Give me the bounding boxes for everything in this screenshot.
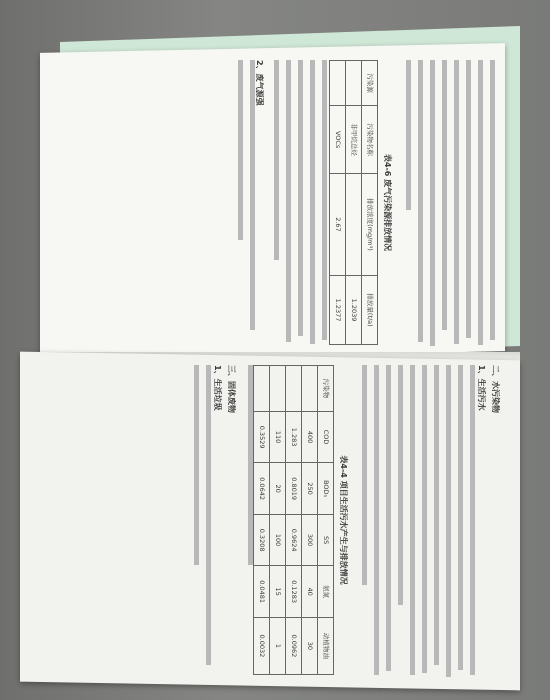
table-title-bottom: 表4-4 项目生活污水产生与排放情况 — [339, 455, 348, 585]
section-heading: 2、废气源强 — [255, 60, 264, 106]
section-heading: 二、水污染物 — [491, 365, 500, 413]
emission-table — [329, 60, 378, 345]
sub-heading: 1、生活污水 — [477, 365, 486, 411]
wastewater-table: 污染物 COD BOD₅ SS 氨氮 动植物油 400 250 300 40 30 1.283 0.8019 0.9624 0.1283 0.0962 110 20 100 15 1 0.3529 0.0642 0.3208 0.0481 0.0032 — [253, 365, 334, 675]
table-row: 1.283 0.8019 0.9624 0.1283 0.0962 — [286, 366, 302, 675]
sub-heading: 1、生活垃圾 — [213, 365, 222, 411]
table-header: 污染物名称 — [362, 106, 378, 174]
table-header: 排放浓度(mg/m³) — [362, 173, 378, 275]
table-row: 400 250 300 40 30 — [302, 366, 318, 675]
table-row: 非甲烷总烃 1.2039 — [346, 61, 362, 345]
table-row: 0.3529 0.0642 0.3208 0.0481 0.0032 — [254, 366, 270, 675]
table-header: 污染源 — [362, 61, 378, 106]
table-title-top: 表4-6 废气污染源排放情况 — [383, 153, 392, 252]
table-row: 110 20 100 15 1 — [270, 366, 286, 675]
top-page — [40, 43, 505, 361]
table-header: 排放量(t/a) — [362, 276, 378, 345]
table-row: VOCs 2.67 1.2377 — [330, 61, 346, 345]
section-heading: 三、固体废物 — [227, 365, 236, 413]
